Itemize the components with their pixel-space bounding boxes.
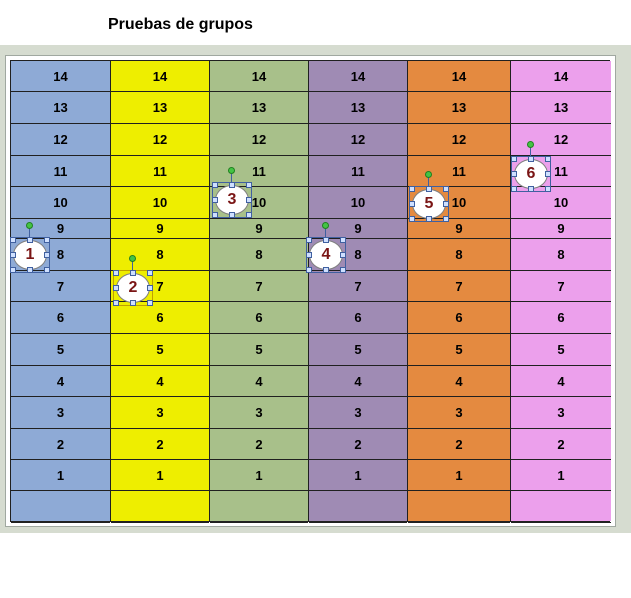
score-cell[interactable]: 12	[11, 124, 110, 156]
score-cell[interactable]: 7	[210, 271, 308, 302]
score-grid	[10, 60, 610, 522]
score-cell[interactable]: 6	[111, 302, 209, 334]
marker-label: 4	[309, 240, 343, 270]
score-cell[interactable]: 11	[511, 156, 611, 187]
score-cell[interactable]: 2	[511, 429, 611, 460]
score-cell[interactable]: 4	[309, 366, 407, 397]
score-cell[interactable]: 2	[408, 429, 510, 460]
score-cell[interactable]: 12	[111, 124, 209, 156]
score-cell[interactable]: 8	[309, 239, 407, 271]
group-marker-5[interactable]	[412, 189, 446, 219]
resize-handle-icon[interactable]	[130, 270, 136, 276]
score-cell[interactable]: 2	[11, 429, 110, 460]
resize-handle-icon[interactable]	[246, 212, 252, 218]
resize-handle-icon[interactable]	[306, 267, 312, 273]
score-cell[interactable]	[511, 491, 611, 523]
resize-handle-icon[interactable]	[212, 212, 218, 218]
resize-handle-icon[interactable]	[113, 285, 119, 291]
resize-handle-icon[interactable]	[409, 201, 415, 207]
score-cell[interactable]: 5	[408, 334, 510, 366]
score-cell[interactable]: 9	[210, 219, 308, 239]
group-marker-4[interactable]	[309, 240, 343, 270]
score-cell[interactable]: 12	[408, 124, 510, 156]
group-marker-3[interactable]	[215, 185, 249, 215]
resize-handle-icon[interactable]	[443, 216, 449, 222]
score-cell[interactable]: 3	[309, 397, 407, 429]
score-cell[interactable]: 7	[408, 271, 510, 302]
score-cell[interactable]: 7	[511, 271, 611, 302]
resize-handle-icon[interactable]	[443, 186, 449, 192]
score-cell[interactable]	[11, 491, 110, 523]
group-marker-6[interactable]	[514, 159, 548, 189]
score-cell[interactable]: 12	[309, 124, 407, 156]
resize-handle-icon[interactable]	[10, 252, 16, 258]
score-cell[interactable]: 8	[511, 239, 611, 271]
score-cell[interactable]: 13	[210, 92, 308, 124]
score-cell[interactable]: 2	[309, 429, 407, 460]
score-cell[interactable]: 9	[11, 219, 110, 239]
score-cell[interactable]: 1	[11, 460, 110, 491]
score-cell[interactable]: 14	[210, 61, 308, 92]
group-column-1	[11, 61, 110, 521]
score-cell[interactable]: 12	[210, 124, 308, 156]
score-cell[interactable]: 1	[511, 460, 611, 491]
score-cell[interactable]	[210, 491, 308, 523]
resize-handle-icon[interactable]	[511, 186, 517, 192]
marker-label: 6	[514, 159, 548, 189]
resize-handle-icon[interactable]	[545, 156, 551, 162]
score-cell[interactable]: 13	[408, 92, 510, 124]
resize-handle-icon[interactable]	[340, 267, 346, 273]
rotate-handle-icon[interactable]	[228, 167, 235, 174]
rotate-handle-icon[interactable]	[527, 141, 534, 148]
score-cell[interactable]: 3	[408, 397, 510, 429]
resize-handle-icon[interactable]	[44, 237, 50, 243]
score-cell[interactable]: 1	[309, 460, 407, 491]
resize-handle-icon[interactable]	[10, 267, 16, 273]
score-cell[interactable]: 10	[408, 187, 510, 219]
resize-handle-icon[interactable]	[113, 270, 119, 276]
page-title: Pruebas de grupos	[108, 16, 253, 33]
score-cell[interactable]: 2	[210, 429, 308, 460]
score-cell[interactable]: 13	[11, 92, 110, 124]
marker-label: 2	[116, 273, 150, 303]
score-cell[interactable]: 4	[511, 366, 611, 397]
score-cell[interactable]: 1	[111, 460, 209, 491]
rotate-handle-icon[interactable]	[322, 222, 329, 229]
resize-handle-icon[interactable]	[246, 197, 252, 203]
resize-handle-icon[interactable]	[147, 300, 153, 306]
resize-handle-icon[interactable]	[545, 171, 551, 177]
score-cell[interactable]: 14	[511, 61, 611, 92]
score-cell[interactable]: 8	[111, 239, 209, 271]
score-cell[interactable]: 13	[111, 92, 209, 124]
score-cell[interactable]: 8	[210, 239, 308, 271]
score-cell[interactable]: 3	[11, 397, 110, 429]
score-cell[interactable]: 14	[408, 61, 510, 92]
score-cell[interactable]: 4	[210, 366, 308, 397]
resize-handle-icon[interactable]	[528, 156, 534, 162]
resize-handle-icon[interactable]	[246, 182, 252, 188]
score-cell[interactable]: 14	[111, 61, 209, 92]
resize-handle-icon[interactable]	[528, 186, 534, 192]
group-column-3	[209, 61, 308, 521]
rotate-handle-icon[interactable]	[425, 171, 432, 178]
resize-handle-icon[interactable]	[426, 186, 432, 192]
group-marker-1[interactable]	[13, 240, 47, 270]
score-cell[interactable]	[111, 491, 209, 523]
score-cell[interactable]: 11	[210, 156, 308, 187]
resize-handle-icon[interactable]	[545, 186, 551, 192]
score-cell[interactable]: 2	[111, 429, 209, 460]
score-cell[interactable]: 9	[511, 219, 611, 239]
resize-handle-icon[interactable]	[511, 156, 517, 162]
resize-handle-icon[interactable]	[306, 252, 312, 258]
marker-label: 3	[215, 185, 249, 215]
score-cell[interactable]: 10	[511, 187, 611, 219]
score-cell[interactable]: 11	[309, 156, 407, 187]
marker-label: 5	[412, 189, 446, 219]
resize-handle-icon[interactable]	[323, 237, 329, 243]
score-cell[interactable]: 1	[408, 460, 510, 491]
resize-handle-icon[interactable]	[27, 237, 33, 243]
score-cell[interactable]: 10	[11, 187, 110, 219]
score-cell[interactable]: 5	[511, 334, 611, 366]
score-cell[interactable]: 8	[11, 239, 110, 271]
score-cell[interactable]: 3	[511, 397, 611, 429]
resize-handle-icon[interactable]	[212, 197, 218, 203]
resize-handle-icon[interactable]	[44, 267, 50, 273]
rotate-handle-icon[interactable]	[129, 255, 136, 262]
score-cell[interactable]: 9	[408, 219, 510, 239]
marker-label: 1	[13, 240, 47, 270]
group-marker-2[interactable]	[116, 273, 150, 303]
score-cell[interactable]: 7	[111, 271, 209, 302]
resize-handle-icon[interactable]	[443, 201, 449, 207]
resize-handle-icon[interactable]	[212, 182, 218, 188]
score-cell[interactable]	[309, 491, 407, 523]
group-column-5	[407, 61, 510, 521]
resize-handle-icon[interactable]	[113, 300, 119, 306]
resize-handle-icon[interactable]	[426, 216, 432, 222]
resize-handle-icon[interactable]	[340, 252, 346, 258]
resize-handle-icon[interactable]	[229, 212, 235, 218]
resize-handle-icon[interactable]	[340, 237, 346, 243]
group-column-6	[510, 61, 611, 521]
score-cell[interactable]: 4	[408, 366, 510, 397]
score-cell[interactable]: 3	[210, 397, 308, 429]
resize-handle-icon[interactable]	[27, 267, 33, 273]
score-cell[interactable]: 7	[309, 271, 407, 302]
resize-handle-icon[interactable]	[229, 182, 235, 188]
score-cell[interactable]: 10	[111, 187, 209, 219]
resize-handle-icon[interactable]	[323, 267, 329, 273]
score-cell[interactable]: 6	[11, 302, 110, 334]
resize-handle-icon[interactable]	[511, 171, 517, 177]
rotate-handle-icon[interactable]	[26, 222, 33, 229]
score-cell[interactable]: 5	[11, 334, 110, 366]
score-cell[interactable]: 10	[210, 187, 308, 219]
score-cell[interactable]: 6	[408, 302, 510, 334]
resize-handle-icon[interactable]	[147, 270, 153, 276]
score-cell[interactable]: 5	[111, 334, 209, 366]
score-cell[interactable]: 1	[210, 460, 308, 491]
score-cell[interactable]: 10	[309, 187, 407, 219]
resize-handle-icon[interactable]	[306, 237, 312, 243]
score-cell[interactable]	[408, 491, 510, 523]
score-cell[interactable]: 13	[511, 92, 611, 124]
score-cell[interactable]: 11	[408, 156, 510, 187]
resize-handle-icon[interactable]	[147, 285, 153, 291]
score-cell[interactable]: 6	[511, 302, 611, 334]
score-cell[interactable]: 14	[309, 61, 407, 92]
resize-handle-icon[interactable]	[44, 252, 50, 258]
score-cell[interactable]: 6	[210, 302, 308, 334]
score-cell[interactable]: 8	[408, 239, 510, 271]
score-cell[interactable]: 5	[309, 334, 407, 366]
score-cell[interactable]: 4	[11, 366, 110, 397]
score-cell[interactable]: 11	[111, 156, 209, 187]
score-cell[interactable]: 3	[111, 397, 209, 429]
resize-handle-icon[interactable]	[10, 237, 16, 243]
score-cell[interactable]: 9	[309, 219, 407, 239]
score-cell[interactable]: 6	[309, 302, 407, 334]
resize-handle-icon[interactable]	[130, 300, 136, 306]
score-cell[interactable]: 7	[11, 271, 110, 302]
score-cell[interactable]: 9	[111, 219, 209, 239]
score-cell[interactable]: 11	[11, 156, 110, 187]
score-cell[interactable]: 5	[210, 334, 308, 366]
resize-handle-icon[interactable]	[409, 216, 415, 222]
resize-handle-icon[interactable]	[409, 186, 415, 192]
score-cell[interactable]: 14	[11, 61, 110, 92]
score-cell[interactable]: 12	[511, 124, 611, 156]
score-cell[interactable]: 13	[309, 92, 407, 124]
group-column-4	[308, 61, 407, 521]
score-cell[interactable]: 4	[111, 366, 209, 397]
